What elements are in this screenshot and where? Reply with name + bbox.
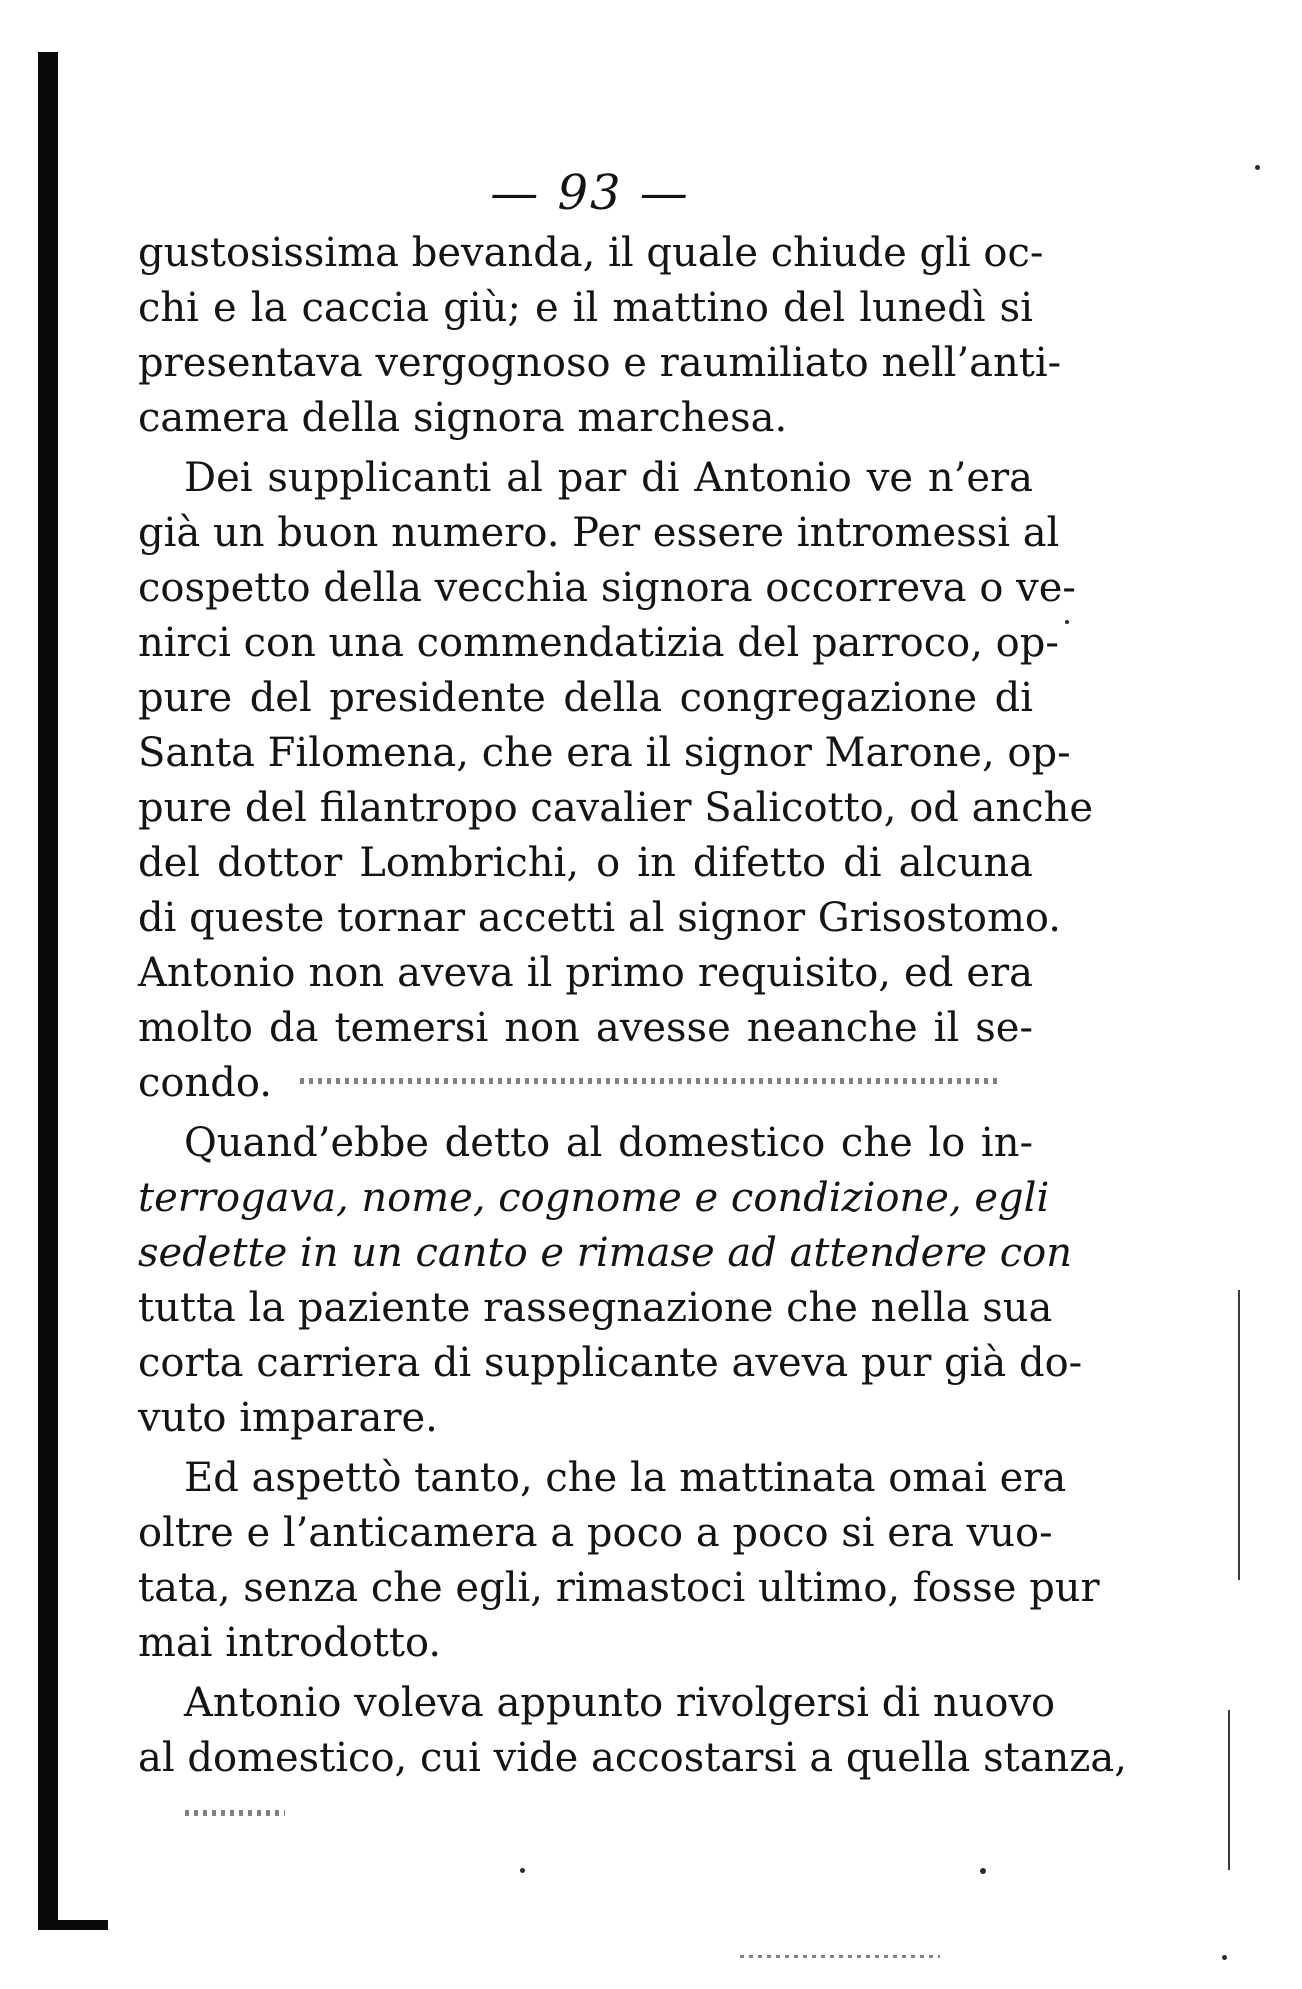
text-line: al domestico, cui vide accostarsi a quella stanza, bbox=[138, 1735, 1127, 1781]
text-line: molto da temersi non avesse neanche il se- bbox=[138, 1005, 1033, 1051]
paragraph-start-line: Antonio voleva appunto rivolgersi di nuovo bbox=[184, 1680, 1056, 1726]
text-line: vuto imparare. bbox=[138, 1395, 438, 1441]
text-line: tutta la paziente rassegnazione che nella sua bbox=[138, 1285, 1053, 1331]
text-line: chi e la caccia giù; e il mattino del lunedì si bbox=[138, 285, 1033, 331]
text-line: già un buon numero. Per essere intromessi al bbox=[138, 510, 1060, 556]
text-line: tata, senza che egli, rimastoci ultimo, fosse pur bbox=[138, 1565, 1100, 1611]
dust-speck bbox=[520, 1868, 525, 1873]
dust-speck bbox=[980, 1868, 986, 1874]
paragraph-start-line: Ed aspettò tanto, che la mattinata omai era bbox=[184, 1455, 1067, 1501]
text-line: gustosissima bevanda, il quale chiude gli oc- bbox=[138, 230, 1044, 276]
dust-speck bbox=[1255, 165, 1260, 170]
scan-edge-line bbox=[1238, 1290, 1240, 1580]
paragraph-start-line: Dei supplicanti al par di Antonio ve n’era bbox=[184, 455, 1033, 501]
dust-speck bbox=[1222, 1955, 1227, 1960]
page-gutter-shadow bbox=[38, 52, 58, 1930]
print-smudge bbox=[185, 1810, 285, 1816]
dust-speck bbox=[1065, 620, 1069, 624]
text-line: oltre e l’anticamera a poco a poco si era vuo- bbox=[138, 1510, 1053, 1556]
text-line: pure del filantropo cavalier Salicotto, od anche bbox=[138, 785, 1094, 831]
text-line: presentava vergognoso e raumiliato nell’anti- bbox=[138, 340, 1062, 386]
text-line: nirci con una commendatizia del parroco, op- bbox=[138, 620, 1059, 666]
text-line: Santa Filomena, che era il signor Marone, op- bbox=[138, 730, 1071, 776]
scan-edge-line bbox=[1228, 1710, 1230, 1870]
print-smudge bbox=[740, 1955, 940, 1958]
paragraph-start-line: Quand’ebbe detto al domestico che lo in- bbox=[184, 1120, 1033, 1166]
text-line: sedette in un canto e rimase ad attendere con bbox=[138, 1230, 1073, 1276]
text-line: corta carriera di supplicante aveva pur già do- bbox=[138, 1340, 1083, 1386]
text-line: del dottor Lombrichi, o in difetto di alcuna bbox=[138, 840, 1033, 886]
text-line: Antonio non aveva il primo requisito, ed era bbox=[138, 950, 1033, 996]
text-line: mai introdotto. bbox=[138, 1620, 442, 1666]
text-line: terrogava, nome, cognome e condizione, egli bbox=[138, 1175, 1050, 1221]
page-number: — 93 — bbox=[490, 165, 690, 221]
text-line: cospetto della vecchia signora occorreva o ve- bbox=[138, 565, 1076, 611]
page-gutter-shadow-foot bbox=[38, 1920, 108, 1930]
text-line: condo. bbox=[138, 1060, 272, 1106]
text-line: pure del presidente della congregazione di bbox=[138, 675, 1033, 721]
print-smudge bbox=[300, 1078, 1000, 1084]
text-line: di queste tornar accetti al signor Grisostomo. bbox=[138, 895, 1061, 941]
text-line: camera della signora marchesa. bbox=[138, 395, 788, 441]
